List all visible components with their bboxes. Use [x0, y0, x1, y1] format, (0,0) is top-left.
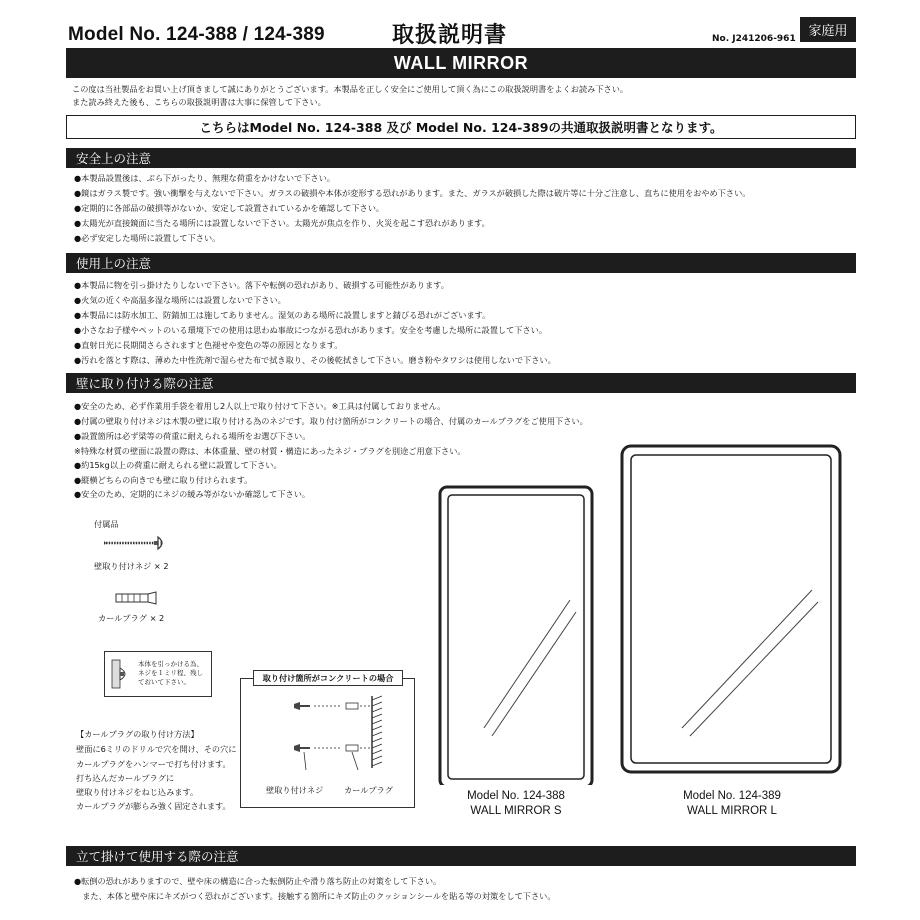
section-wall-title: 壁に取り付ける際の注意: [66, 373, 856, 393]
concrete-install-diagram: [284, 692, 394, 772]
section-standing-title: 立て掛けて使用する際の注意: [66, 846, 856, 866]
standing-item: ●転倒の恐れがありますので、壁や床の構造に合った転倒防止や滑り落ち防止の対策をして下さい。: [74, 876, 442, 886]
safety-item: ●必ず安定した場所に設置して下さい。: [74, 233, 221, 243]
wall-item: ●約15kg以上の荷重に耐えられる壁に設置して下さい。: [74, 460, 282, 470]
mirror-large-model: Model No. 124-389: [683, 790, 781, 802]
wall-screw-icon: [104, 535, 168, 551]
common-manual-note: こちらはModel No. 124-388 及び Model No. 124-389の共通取扱説明書となります。: [66, 115, 856, 139]
plug-method-line: 壁取り付けネジをねじ込みます。: [76, 787, 199, 797]
mirror-large-drawing: [622, 446, 840, 772]
mirror-small-drawing: [440, 487, 592, 785]
concrete-plug-label: カールプラグ: [344, 785, 393, 795]
plug-method-line: 打ち込んだカールプラグに: [76, 773, 175, 783]
screw-label: 壁取り付けネジ × 2: [94, 561, 169, 571]
usage-item: ●本製品には防水加工、防錆加工は施してありません。湿気のある場所に設置しますと錆びる恐れがございます。: [74, 310, 491, 320]
wall-item: ●安全のため、必ず作業用手袋を着用し2人以上で取り付けて下さい。※工具は付属しておりません。: [74, 401, 446, 411]
safety-item: ●太陽光が直接鏡面に当たる場所には設置しないで下さい。太陽光が焦点を作り、火災を起こす恐れがあります。: [74, 218, 490, 228]
hang-note-line: 本体を引っかける為、: [138, 660, 203, 668]
plug-method-title: 【カールプラグの取り付け方法】: [76, 729, 199, 739]
accessories-title: 付属品: [94, 519, 119, 529]
document-number: No. J241206-961: [712, 34, 796, 44]
mirror-large-name: WALL MIRROR L: [687, 805, 777, 817]
intro-line-2: また読み終えた後も、こちらの取扱説明書は大事に保管して下さい。: [72, 97, 326, 107]
wall-item: ●設置箇所は必ず梁等の荷重に耐えられる場所をお選び下さい。: [74, 431, 311, 441]
section-safety-title: 安全上の注意: [66, 148, 856, 168]
curl-plug-icon: [112, 591, 160, 605]
screw-head-detail-icon: [110, 656, 132, 692]
mirror-small-name: WALL MIRROR S: [470, 805, 562, 817]
wall-item: ●付属の壁取り付けネジは木製の壁に取り付ける為のネジです。取り付け箇所がコンクリートの場合、付属のカールプラグをご使用下さい。: [74, 416, 588, 426]
plug-label: カールプラグ × 2: [98, 613, 165, 623]
mirror-illustration: [436, 440, 846, 785]
standing-item: また、本体と壁や床にキズがつく恐れがございます。接触する箇所にキズ防止のクッションシールを貼る等の対策をして下さい。: [74, 891, 556, 901]
safety-item: ●鏡はガラス製です。強い衝撃を与えないで下さい。ガラスの破損や本体が変形する恐れがあります。また、ガラスが破損した際は破片等に十分ご注意し、直ちに使用をおやめ下さい。: [74, 188, 751, 198]
wall-item: ●縦横どちらの向きでも壁に取り付けられます。: [74, 475, 253, 485]
usage-item: ●小さなお子様やペットのいる環境下での使用は思わぬ事故につながる恐れがあります。安全を考慮した場所に設置して下さい。: [74, 325, 548, 335]
usage-item: ●直射日光に長期間さらされますと色褪せや変色の等の原因となります。: [74, 340, 343, 350]
mirror-small-model: Model No. 124-388: [467, 790, 565, 802]
usage-item: ●汚れを落とす際は、薄めた中性洗剤で湿らせた布で拭き取り、その後乾拭きして下さい。磨き粉やタワシは使用しないで下さい。: [74, 355, 556, 365]
wall-item: ※特殊な材質の壁面に設置の際は、本体重量、壁の材質・構造にあったネジ・プラグを別途ご用意下さい。: [74, 446, 466, 456]
section-usage-title: 使用上の注意: [66, 253, 856, 273]
usage-item: ●本製品に物を引っ掛けたりしないで下さい。落下や転倒の恐れがあり、破損する可能性があります。: [74, 280, 449, 290]
hang-note-line: ておいて下さい。: [138, 678, 190, 686]
document-title: 取扱説明書: [392, 23, 508, 48]
wall-item: ●安全のため、定期的にネジの緩み等がないか確認して下さい。: [74, 489, 311, 499]
plug-method-line: カールプラグをハンマーで打ち付けます。: [76, 759, 231, 769]
safety-item: ●定期的に各部品の破損等がないか、安定して設置されているかを確認して下さい。: [74, 203, 385, 213]
concrete-diagram-title: 取り付け箇所がコンクリートの場合: [253, 670, 403, 686]
usage-item: ●火気の近くや高温多湿な場所には設置しないで下さい。: [74, 295, 286, 305]
product-title-bar: WALL MIRROR: [66, 48, 856, 78]
model-number-heading: Model No. 124-388 / 124-389: [68, 24, 325, 45]
intro-line-1: この度は当社製品をお買い上げ頂きまして誠にありがとうございます。本製品を正しく安全にご使用して頂く為にこの取扱説明書をよくお読み下さい。: [72, 84, 629, 94]
plug-method-line: 壁面に6ミリのドリルで穴を開け、その穴に: [76, 744, 237, 754]
safety-item: ●本製品設置後は、ぶら下がったり、無理な荷重をかけないで下さい。: [74, 173, 335, 183]
hang-note-line: ネジを１ミリ程、残し: [138, 669, 203, 677]
home-use-badge: 家庭用: [800, 17, 856, 42]
concrete-screw-label: 壁取り付けネジ: [266, 785, 324, 795]
plug-method-line: カールプラグが膨らみ強く固定されます。: [76, 801, 231, 811]
